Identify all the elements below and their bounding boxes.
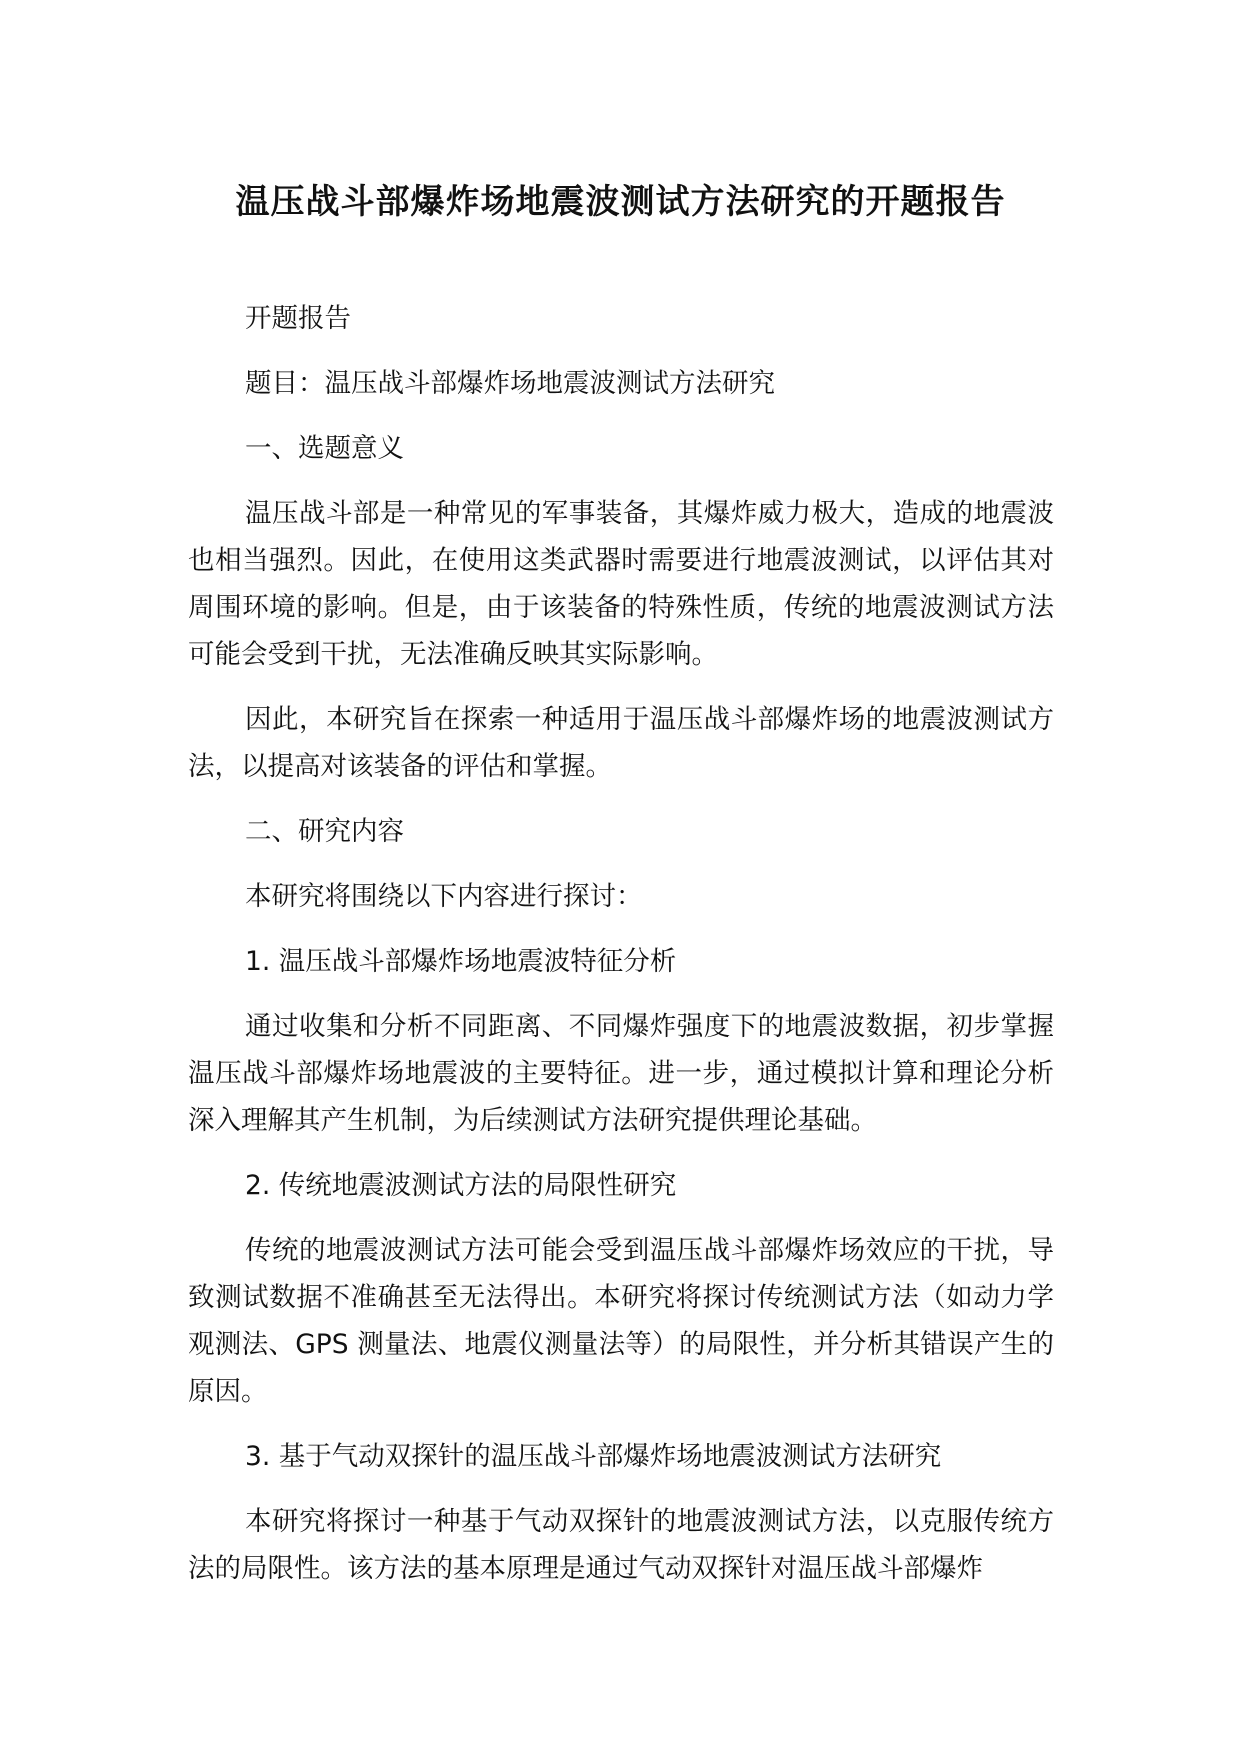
subsection-heading: 1. 温压战斗部爆炸场地震波特征分析 xyxy=(245,946,677,977)
paragraph: 传统的地震波测试方法可能会受到温压战斗部爆炸场效应的干扰，导致测试数据不准确甚至无法得出。本研究将探讨传统测试方法（如动力学观测法、GPS 测量法、地震仪测量法等）的局限性，并分析其错误产生的原因。 xyxy=(188,1235,1054,1407)
topic-line: 题目：温压战斗部爆炸场地震波测试方法研究 xyxy=(245,368,775,399)
paragraph: 通过收集和分析不同距离、不同爆炸强度下的地震波数据，初步掌握温压战斗部爆炸场地震波的主要特征。进一步，通过模拟计算和理论分析深入理解其产生机制，为后续测试方法研究提供理论基础。 xyxy=(188,1011,1054,1136)
section-heading: 一、选题意义 xyxy=(245,433,404,464)
document-title: 温压战斗部爆炸场地震波测试方法研究的开题报告 xyxy=(235,182,1006,222)
paragraph: 温压战斗部是一种常见的军事装备，其爆炸威力极大，造成的地震波也相当强烈。因此，在使用这类武器时需要进行地震波测试，以评估其对周围环境的影响。但是，由于该装备的特殊性质，传统的地震波测试方法可能会受到干扰，无法准确反映其实际影响。 xyxy=(188,498,1054,670)
paragraph: 本研究将围绕以下内容进行探讨： xyxy=(245,881,643,912)
subsection-heading: 3. 基于气动双探针的温压战斗部爆炸场地震波测试方法研究 xyxy=(245,1441,942,1472)
paragraph: 本研究将探讨一种基于气动双探针的地震波测试方法，以克服传统方法的局限性。该方法的基本原理是通过气动双探针对温压战斗部爆炸 xyxy=(188,1506,1054,1584)
document-body xyxy=(188,295,1054,1592)
paragraph: 因此，本研究旨在探索一种适用于温压战斗部爆炸场的地震波测试方法，以提高对该装备的评估和掌握。 xyxy=(188,704,1054,782)
subsection-heading: 2. 传统地震波测试方法的局限性研究 xyxy=(245,1170,677,1201)
section-heading: 开题报告 xyxy=(245,303,351,334)
section-heading: 二、研究内容 xyxy=(245,816,404,847)
